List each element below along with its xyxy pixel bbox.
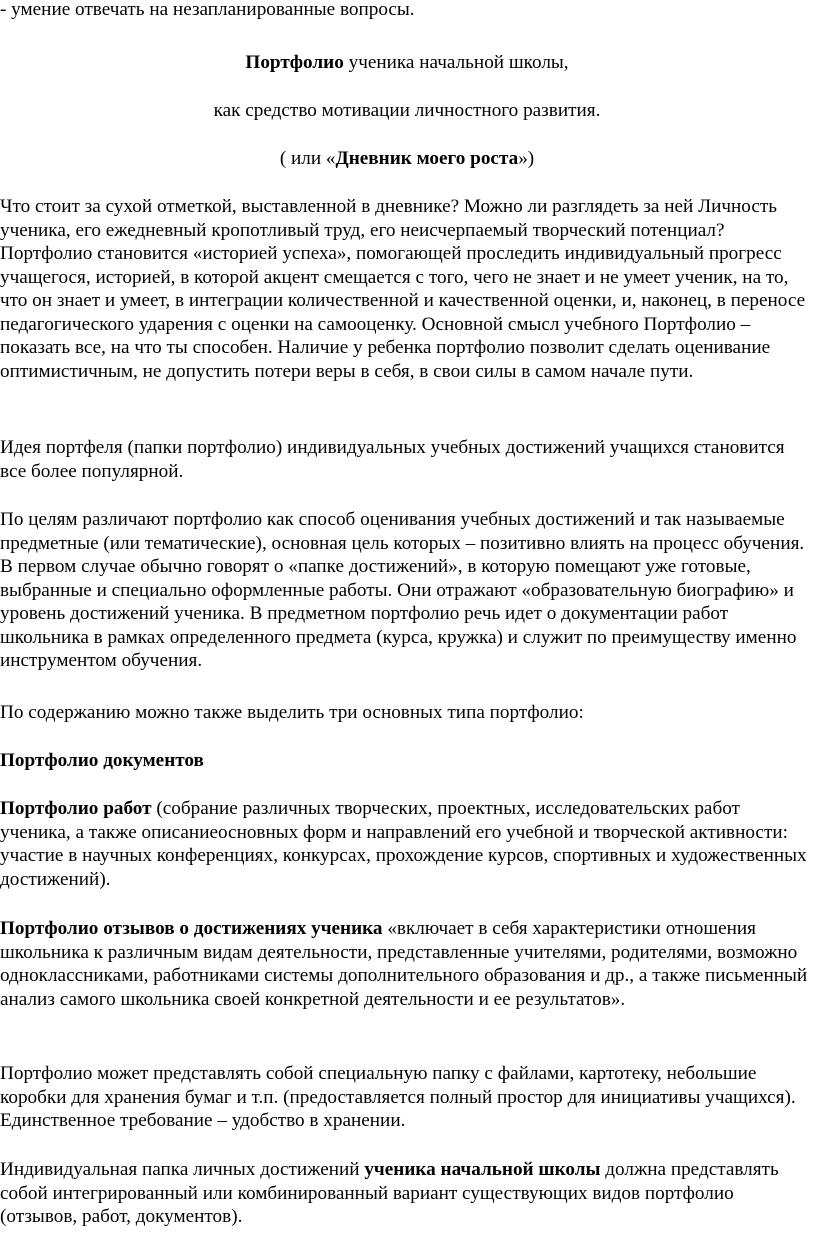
- page-title-line2: как средство мотивации личностного развития.: [213, 100, 601, 121]
- portfolio-documents-bold: Портфолио документов: [0, 750, 204, 771]
- page-title-line3: [0, 147, 814, 171]
- portfolio-reviews-text: «включает в себя характеристики отношения школьника к различным видам деятельности, представленные учителями, родителями, возможно одноклассниками, работниками системы дополнительного образования и др., а также письменный анализ самого школьника своей конкретной деятельности и ее результатов».: [0, 918, 808, 1010]
- title-line1-rest: ученика начальной школы,: [343, 52, 569, 73]
- portfolio-reviews-bold: Портфолио отзывов о достижениях ученика: [0, 918, 383, 939]
- individual-folder-rest: должна представлять собой интегрированный или комбинированный вариант существующих видов портфолио (отзывов, работ, документов).: [0, 1159, 779, 1227]
- individual-folder-start: Индивидуальная папка личных достижений: [0, 1159, 365, 1180]
- title-line3-close: »): [518, 148, 535, 169]
- title-bold-diary: Дневник моего роста: [335, 148, 519, 169]
- paragraph-portfolio-works: [0, 797, 814, 891]
- title-bold-portfolio: Портфолио: [245, 52, 344, 73]
- page-title-line1: [0, 51, 814, 75]
- portfolio-works-text: (собрание различных творческих, проектных, исследовательских работ ученика, а также описаниеосновных форм и направлений его учебной и творческой активности: участие в научных конференциях, конкурсах, прохождение курсов, спортивных и художественных достижений).: [0, 798, 807, 890]
- portfolio-works-bold: Портфолио работ: [0, 798, 152, 819]
- intro-line: - умение отвечать на незапланированные вопросы.: [0, 0, 415, 20]
- heading-portfolio-documents: [0, 749, 814, 773]
- title-line3-open: ( или «: [279, 148, 336, 169]
- paragraph-individual-folder: [0, 1158, 814, 1229]
- paragraph-portfolio-types: По содержанию можно также выделить три основных типа портфолио:: [0, 702, 584, 723]
- individual-folder-bold: ученика начальной школы: [364, 1159, 601, 1180]
- paragraph-portfolio-goals: По целям различают портфолио как способ оценивания учебных достижений и так называемые предметные (или тематические), основная цель которых – позитивно влиять на процесс обучения. В первом случае обычно говорят о «папке достижений», в которую помещают уже готовые, выбранные и специально оформленные работы. Они отражают «образовательную биографию» и уровень достижений ученика. В предметном портфолио речь идет о документации работ школьника в рамках определенного предмета (курса, кружка) и служит по преимуществу именно инструментом обучения.: [0, 509, 805, 671]
- paragraph-portfolio-reviews: [0, 917, 814, 1011]
- paragraph-portfolio-format: Портфолио может представлять собой специальную папку с файлами, картотеку, небольшие коробки для хранения бумаг и т.п. (предоставляется полный простор для инициативы учащихся). Единственное требование – удобство в хранении.: [0, 1063, 796, 1131]
- paragraph-success-story: Что стоит за сухой отметкой, выставленной в дневнике? Можно ли разглядеть за ней Личность ученика, его ежедневный кропотливый труд, его неисчерпаемый творческий потенциал? Портфолио становится «историей успеха», помогающей проследить индивидуальный прогресс учащегося, историей, в которой акцент смещается с того, чего не знает и не умеет ученик, на то, что он знает и умеет, в интеграции количественной и качественной оценки, и, наконец, в переносе педагогического ударения с оценки на самооценку. Основной смысл учебного Портфолио – показать все, на что ты способен. Наличие у ребенка портфолио позволит сделать оценивание оптимистичным, не допустить потери веры в себя, в свои силы в самом начале пути.: [0, 196, 806, 382]
- paragraph-portfolio-idea: Идея портфеля (папки портфолио) индивидуальных учебных достижений учащихся становится все более популярной.: [0, 437, 785, 482]
